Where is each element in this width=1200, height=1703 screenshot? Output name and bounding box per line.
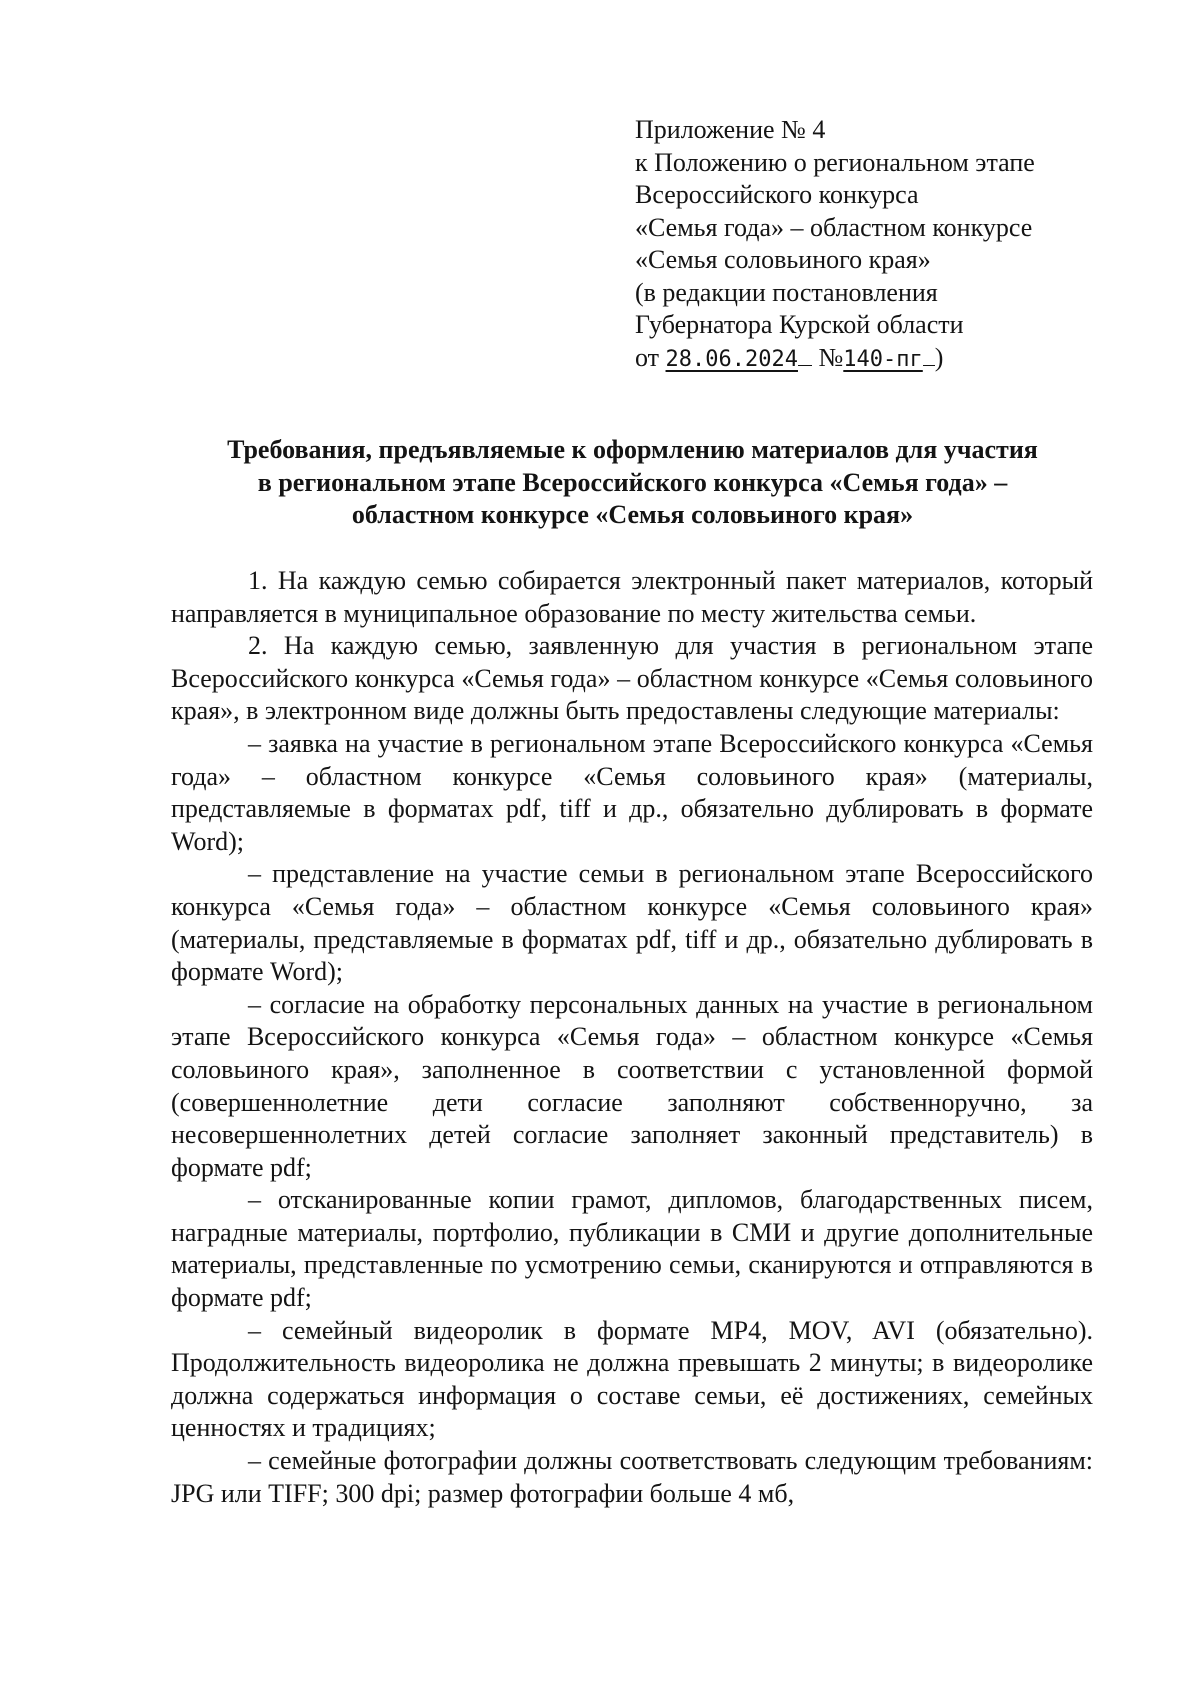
paragraph: 1. На каждую семью собирается электронный пакет материалов, который направляется в муниципальное образование по месту жительства семьи. — [171, 566, 1093, 628]
appendix-line: Губернатора Курской области — [635, 310, 964, 339]
document-title — [170, 434, 1095, 532]
appendix-header — [635, 114, 1135, 376]
list-item: – семейный видеоролик в формате MP4, MOV, AVI (обязательно). Продолжительность видеоролика не должна превышать 2 минуты; в видеоролике должна содержаться информация о составе семьи, её достижениях, семейных ценностях и традициях; — [171, 1315, 1093, 1443]
list-item: – согласие на обработку персональных данных на участие в региональном этапе Всероссийского конкурса «Семья года» – областном конкурсе «Семья соловьиного края», заполненное в соответствии с установленной формой (совершеннолетние дети согласие заполняют собственноручно, за несовершеннолетних детей согласие заполняет законный представитель) в формате pdf; — [171, 989, 1093, 1182]
decree-date: 28.06.2024 — [665, 346, 798, 372]
number-sign: № — [818, 342, 844, 372]
closing-parenthesis: ) — [934, 342, 944, 372]
appendix-line: «Семья соловьиного края» — [635, 245, 931, 274]
appendix-line: Приложение № 4 — [635, 115, 826, 144]
date-underline — [798, 347, 812, 366]
title-line: областном конкурсе «Семья соловьиного края» — [351, 500, 914, 529]
list-item: – заявка на участие в региональном этапе Всероссийского конкурса «Семья года» – областном конкурсе «Семья соловьиного края» (материалы, представляемые в форматах pdf, tiff и др., обязательно дублировать в формате Word); — [171, 728, 1093, 856]
list-item: – семейные фотографии должны соответствовать следующим требованиям: JPG или TIFF; 300 dpi; размер фотографии больше 4 мб, — [171, 1446, 1093, 1508]
appendix-line: (в редакции постановления — [635, 277, 938, 307]
list-item: – отсканированные копии грамот, дипломов, благодарственных писем, наградные материалы, портфолио, публикации в СМИ и другие дополнительные материалы, представленные по усмотрению семьи, сканируются и отправляются в формате pdf; — [171, 1185, 1093, 1313]
appendix-line: к Положению о региональном этапе — [635, 147, 1035, 177]
paragraph: 2. На каждую семью, заявленную для участия в региональном этапе Всероссийского конкурса «Семья года» – областном конкурсе «Семья соловьиного края», в электронном виде должны быть предоставлены следующие материалы: — [171, 631, 1093, 726]
document-body — [171, 565, 1093, 1510]
title-line: в региональном этапе Всероссийского конкурса «Семья года» – — [257, 467, 1008, 497]
number-underline — [923, 347, 935, 366]
appendix-line: Всероссийского конкурса — [635, 180, 919, 209]
date-prefix: от — [635, 342, 660, 372]
decree-number: 140-пг — [843, 346, 923, 372]
decree-date-number-line — [635, 342, 1135, 377]
title-line: Требования, предъявляемые к оформлению материалов для участия — [227, 435, 1038, 464]
list-item: – представление на участие семьи в региональном этапе Всероссийского конкурса «Семья года» – областном конкурсе «Семья соловьиного края» (материалы, представляемые в форматах pdf, tiff и др., обязательно дублировать в формате Word); — [171, 859, 1093, 987]
appendix-line: «Семья года» – областном конкурсе — [635, 212, 1033, 242]
